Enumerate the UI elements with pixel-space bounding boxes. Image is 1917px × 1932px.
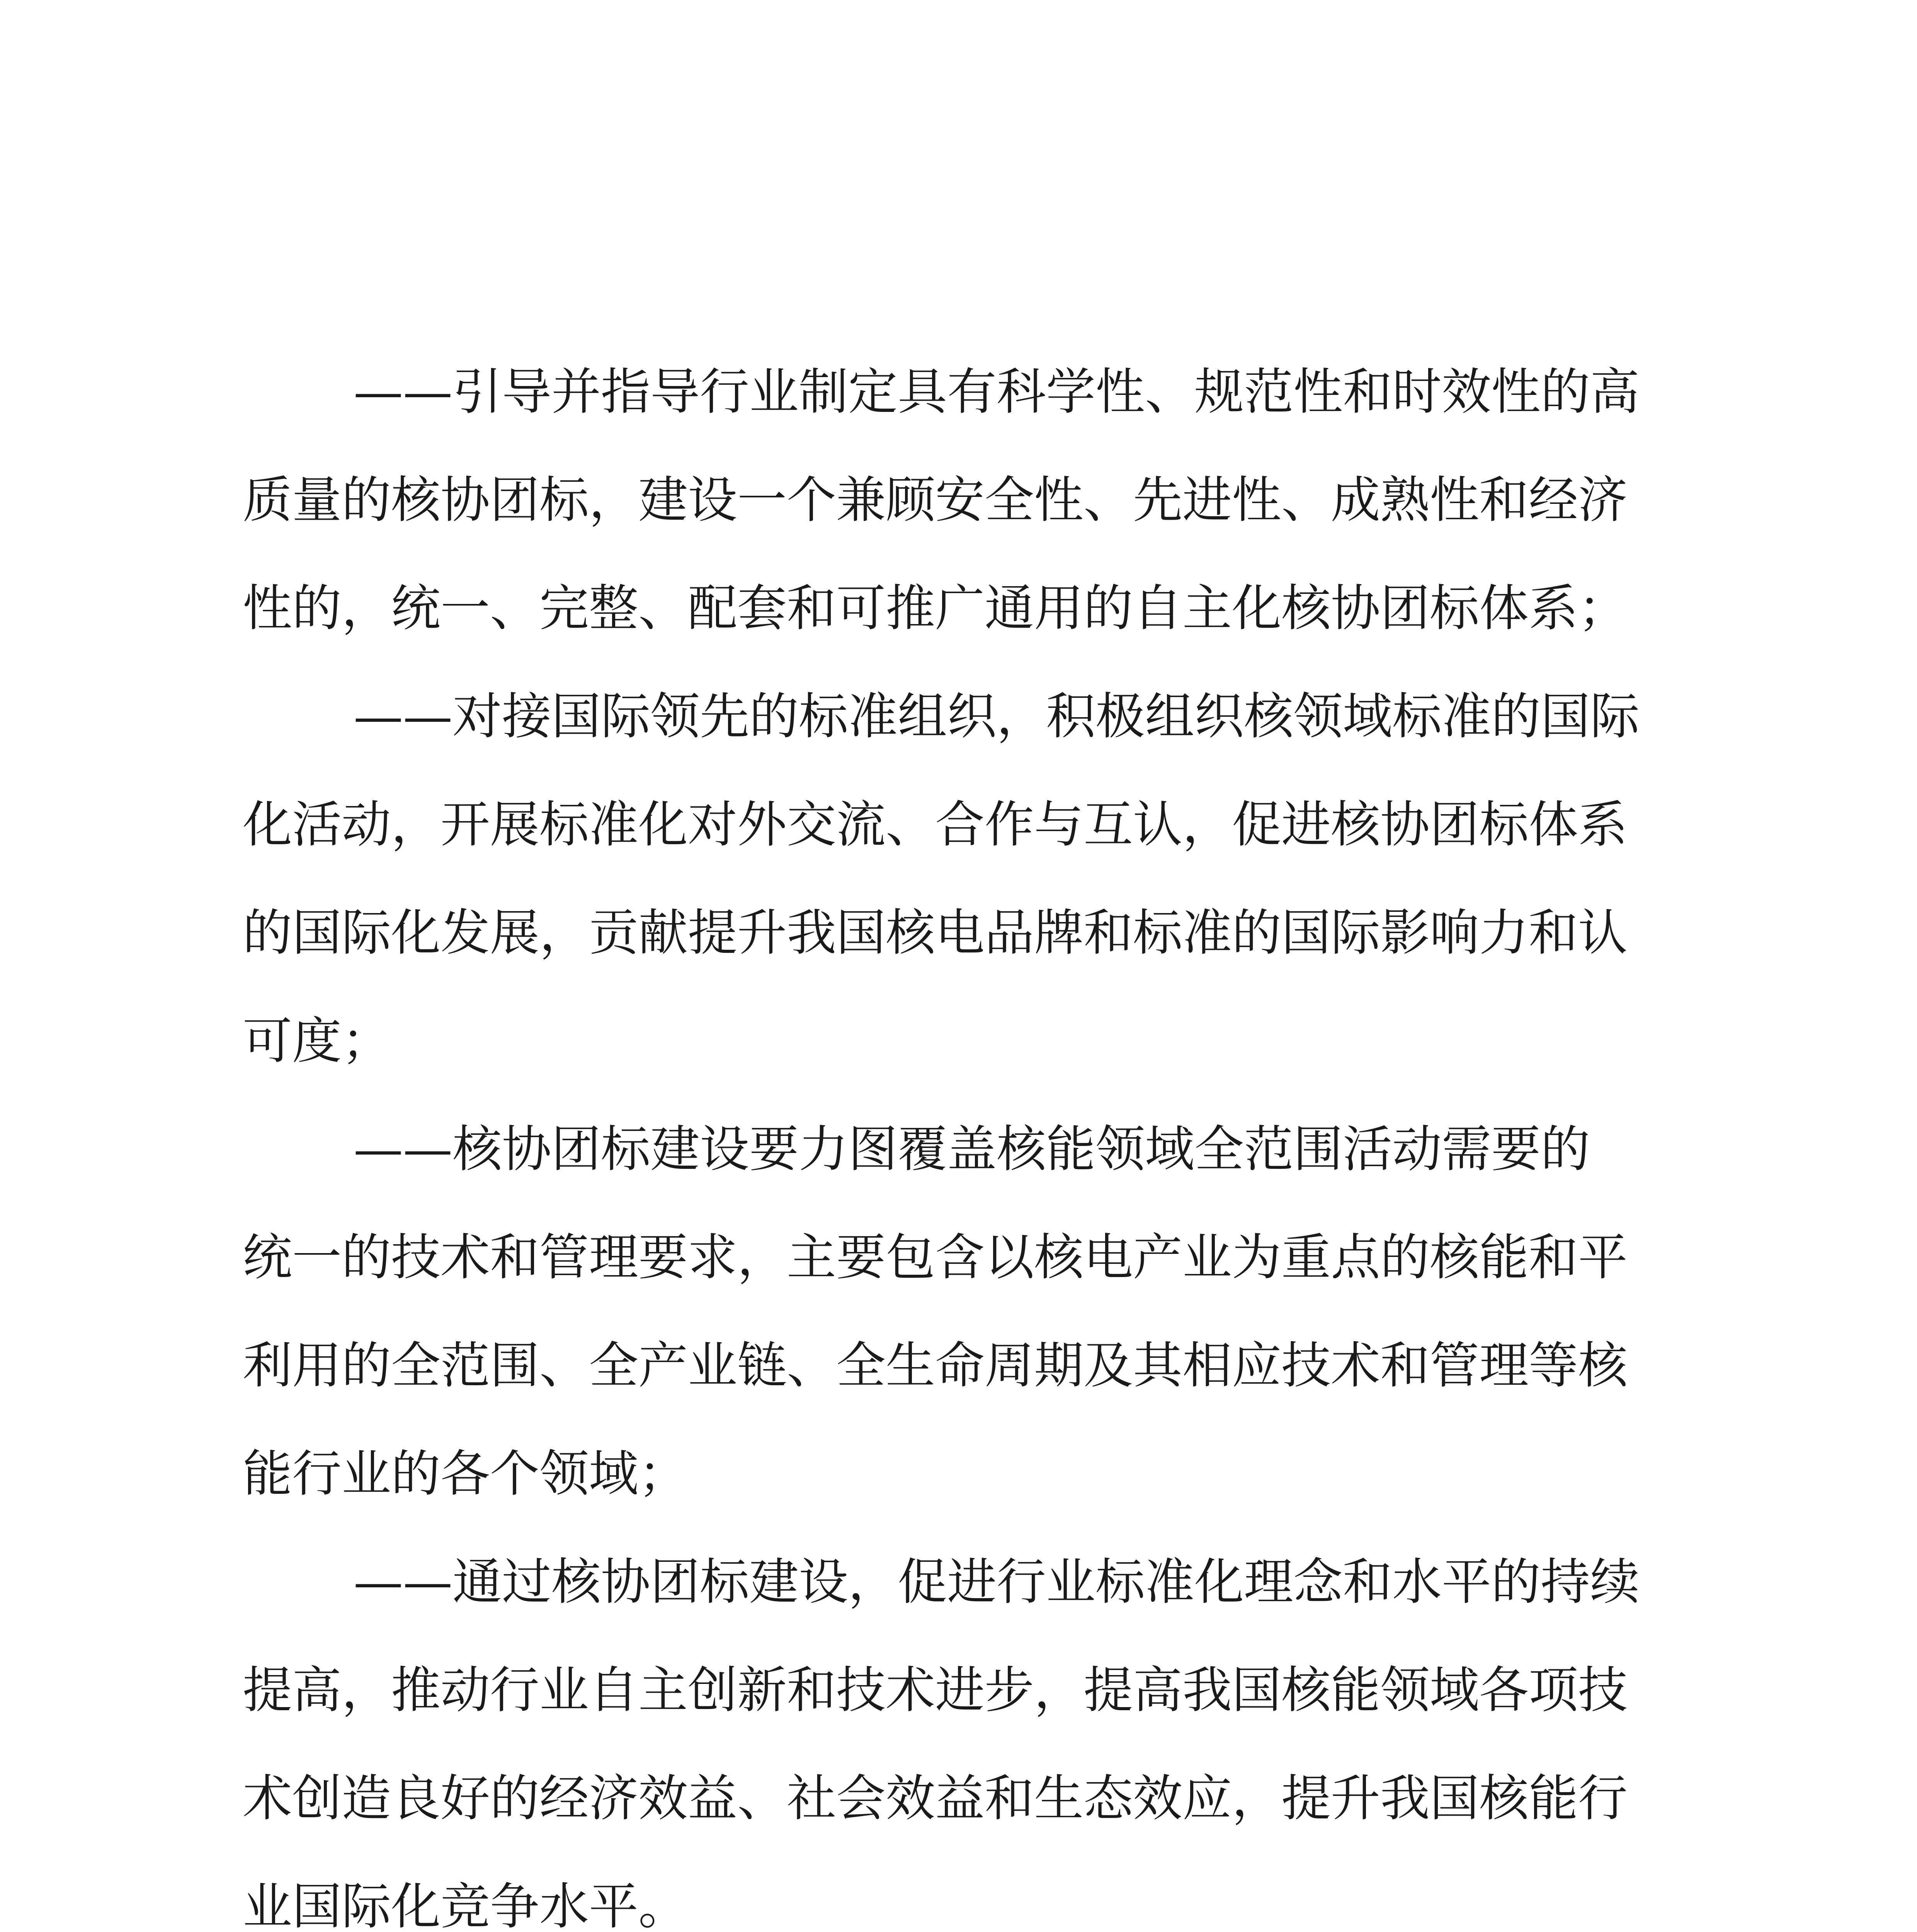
text-line: 业国际化竞争水平。 (243, 1878, 688, 1932)
text-line: 质量的核协团标，建设一个兼顾安全性、先进性、成熟性和经济 (243, 471, 1628, 529)
text-line: 性的，统一、完整、配套和可推广通用的自主化核协团标体系； (243, 580, 1628, 637)
text-line: ——引导并指导行业制定具有科学性、规范性和时效性的高 (354, 363, 1640, 421)
text-line: 的国际化发展，贡献提升我国核电品牌和标准的国际影响力和认 (243, 904, 1628, 962)
text-line: 利用的全范围、全产业链、全生命周期及其相应技术和管理等核 (243, 1337, 1628, 1395)
text-line: 可度； (243, 1012, 391, 1070)
text-line: 术创造良好的经济效益、社会效益和生态效应，提升我国核能行 (243, 1770, 1628, 1827)
text-line: ——核协团标建设要力图覆盖核能领域全范围活动需要的 (354, 1121, 1590, 1178)
text-line: 提高，推动行业自主创新和技术进步，提高我国核能领域各项技 (243, 1662, 1628, 1719)
text-line: ——通过核协团标建设，促进行业标准化理念和水平的持续 (354, 1553, 1640, 1611)
text-line: ——对接国际领先的标准组织，积极组织核领域标准的国际 (354, 688, 1640, 745)
text-line: 化活动，开展标准化对外交流、合作与互认，促进核协团标体系 (243, 796, 1628, 854)
text-line: 能行业的各个领域； (243, 1445, 688, 1503)
text-line: 统一的技术和管理要求，主要包含以核电产业为重点的核能和平 (243, 1229, 1628, 1286)
